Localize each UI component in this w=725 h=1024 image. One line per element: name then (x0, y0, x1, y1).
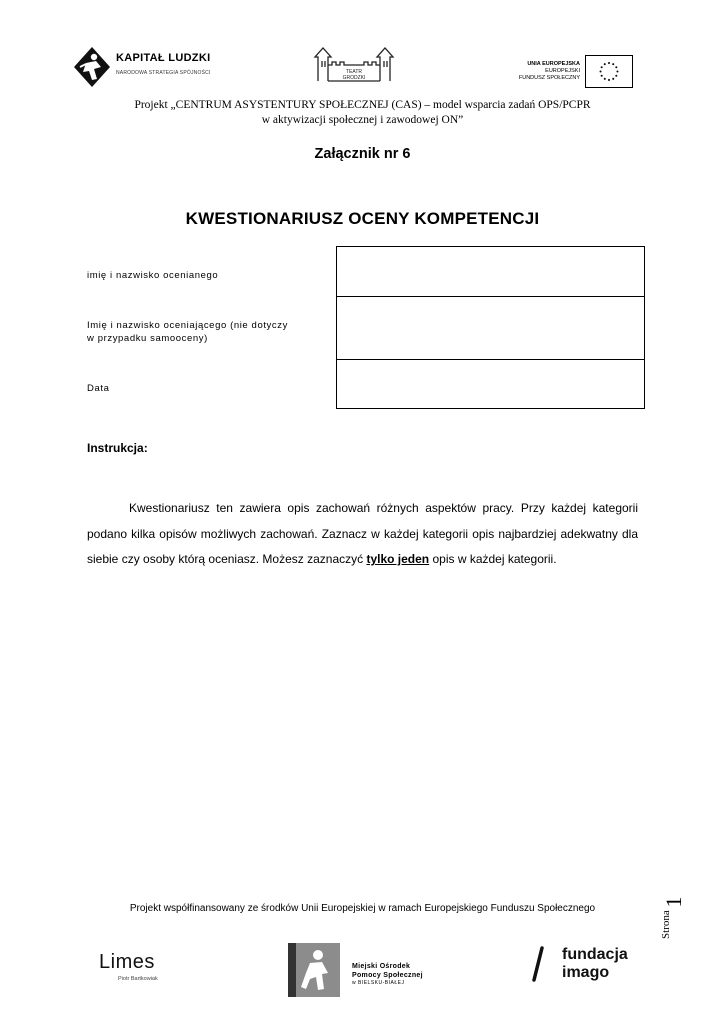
imago-line: imago (562, 964, 610, 981)
annex-heading: Załącznik nr 6 (314, 146, 411, 162)
mops-logo-icon (288, 943, 340, 997)
mops-line-2: Pomocy Społecznej (352, 972, 423, 979)
field-label-evaluated-name: imię i nazwisko ocenianego (87, 270, 219, 281)
limes-logo-sub: Piotr Bartkowiak (118, 976, 158, 982)
instruction-text-before: Kwestionariusz ten zawiera opis zachowań różnych aspektów pracy. Przy każdej kategorii podano kilka opisów możliwych zachowań. Zaznacz w każdej kategorii opis najbardziej adekwatny dla siebie czy osoby którą oceniasz. Możesz zaznaczyć (87, 501, 638, 566)
eu-star-icon (615, 66, 617, 68)
eu-star-icon (604, 63, 606, 65)
fundacja-imago-logo-text (562, 946, 628, 982)
eu-star-icon (612, 63, 614, 65)
eu-star-icon (608, 79, 610, 81)
kapital-ludzki-logo-icon (74, 47, 110, 87)
evaluated-name-field[interactable] (336, 246, 645, 297)
eu-star-icon (601, 75, 603, 77)
instruction-paragraph (87, 496, 638, 573)
eu-flag-icon (585, 55, 633, 88)
eu-star-icon (600, 70, 602, 72)
page-word: Strona (660, 910, 672, 939)
field-label-date: Data (87, 383, 110, 394)
field-label-evaluator-line-2: w przypadku samooceny) (87, 333, 208, 344)
document-title: KWESTIONARIUSZ OCENY KOMPETENCJI (185, 209, 540, 228)
field-label-evaluator-line-1: Imię i nazwisko oceniającego (nie dotyczy (87, 320, 288, 331)
eu-star-icon (616, 70, 618, 72)
kapital-ludzki-subtitle: NARODOWA STRATEGIA SPÓJNOŚCI (116, 70, 211, 76)
teatr-text: TEATR (345, 69, 363, 75)
project-title-line-1: Projekt „CENTRUM ASYSTENTURY SPOŁECZNEJ (CAS) – model wsparcia zadań OPS/PCPR (134, 99, 591, 111)
limes-logo-name: Limes (99, 951, 155, 973)
mops-logo-sub: w BIELSKU-BIAŁEJ (352, 980, 405, 986)
grodzki-text: GRODZKI (342, 75, 366, 81)
page-number-label (660, 889, 700, 949)
date-field[interactable] (336, 359, 645, 409)
kapital-ludzki-title: KAPITAŁ LUDZKI (116, 52, 211, 64)
instruction-heading: Instrukcja: (87, 441, 148, 455)
cofinancing-note: Projekt współfinansowany ze środków Unii Europejskiej w ramach Europejskiego Funduszu Społecznego (129, 903, 596, 914)
eu-line-1: UNIA EUROPEJSKA (527, 61, 580, 67)
project-title-line-2: w aktywizacji społecznej i zawodowej ON” (261, 114, 464, 126)
eu-star-icon (608, 62, 610, 64)
instruction-text-after: opis w każdej kategorii. (429, 552, 557, 566)
mops-line-1: Miejski Ośrodek (352, 963, 411, 970)
eu-star-icon (604, 78, 606, 80)
fundacja-line: fundacja (562, 946, 628, 963)
fundacja-imago-slash-icon (526, 946, 550, 982)
page-number: 1 (661, 896, 686, 908)
eu-line-2: EUROPEJSKI (545, 68, 580, 74)
eu-star-icon (612, 78, 614, 80)
mops-logo-text (352, 962, 423, 980)
eu-logo-text (508, 61, 580, 82)
eu-line-3: FUNDUSZ SPOŁECZNY (518, 75, 580, 81)
evaluator-name-field[interactable] (336, 296, 645, 360)
eu-star-icon (615, 75, 617, 77)
eu-star-icon (601, 66, 603, 68)
teatr-grodzki-logo-icon (312, 45, 396, 85)
instruction-emphasis: tylko jeden (366, 552, 430, 566)
field-label-evaluator-name (87, 319, 288, 345)
